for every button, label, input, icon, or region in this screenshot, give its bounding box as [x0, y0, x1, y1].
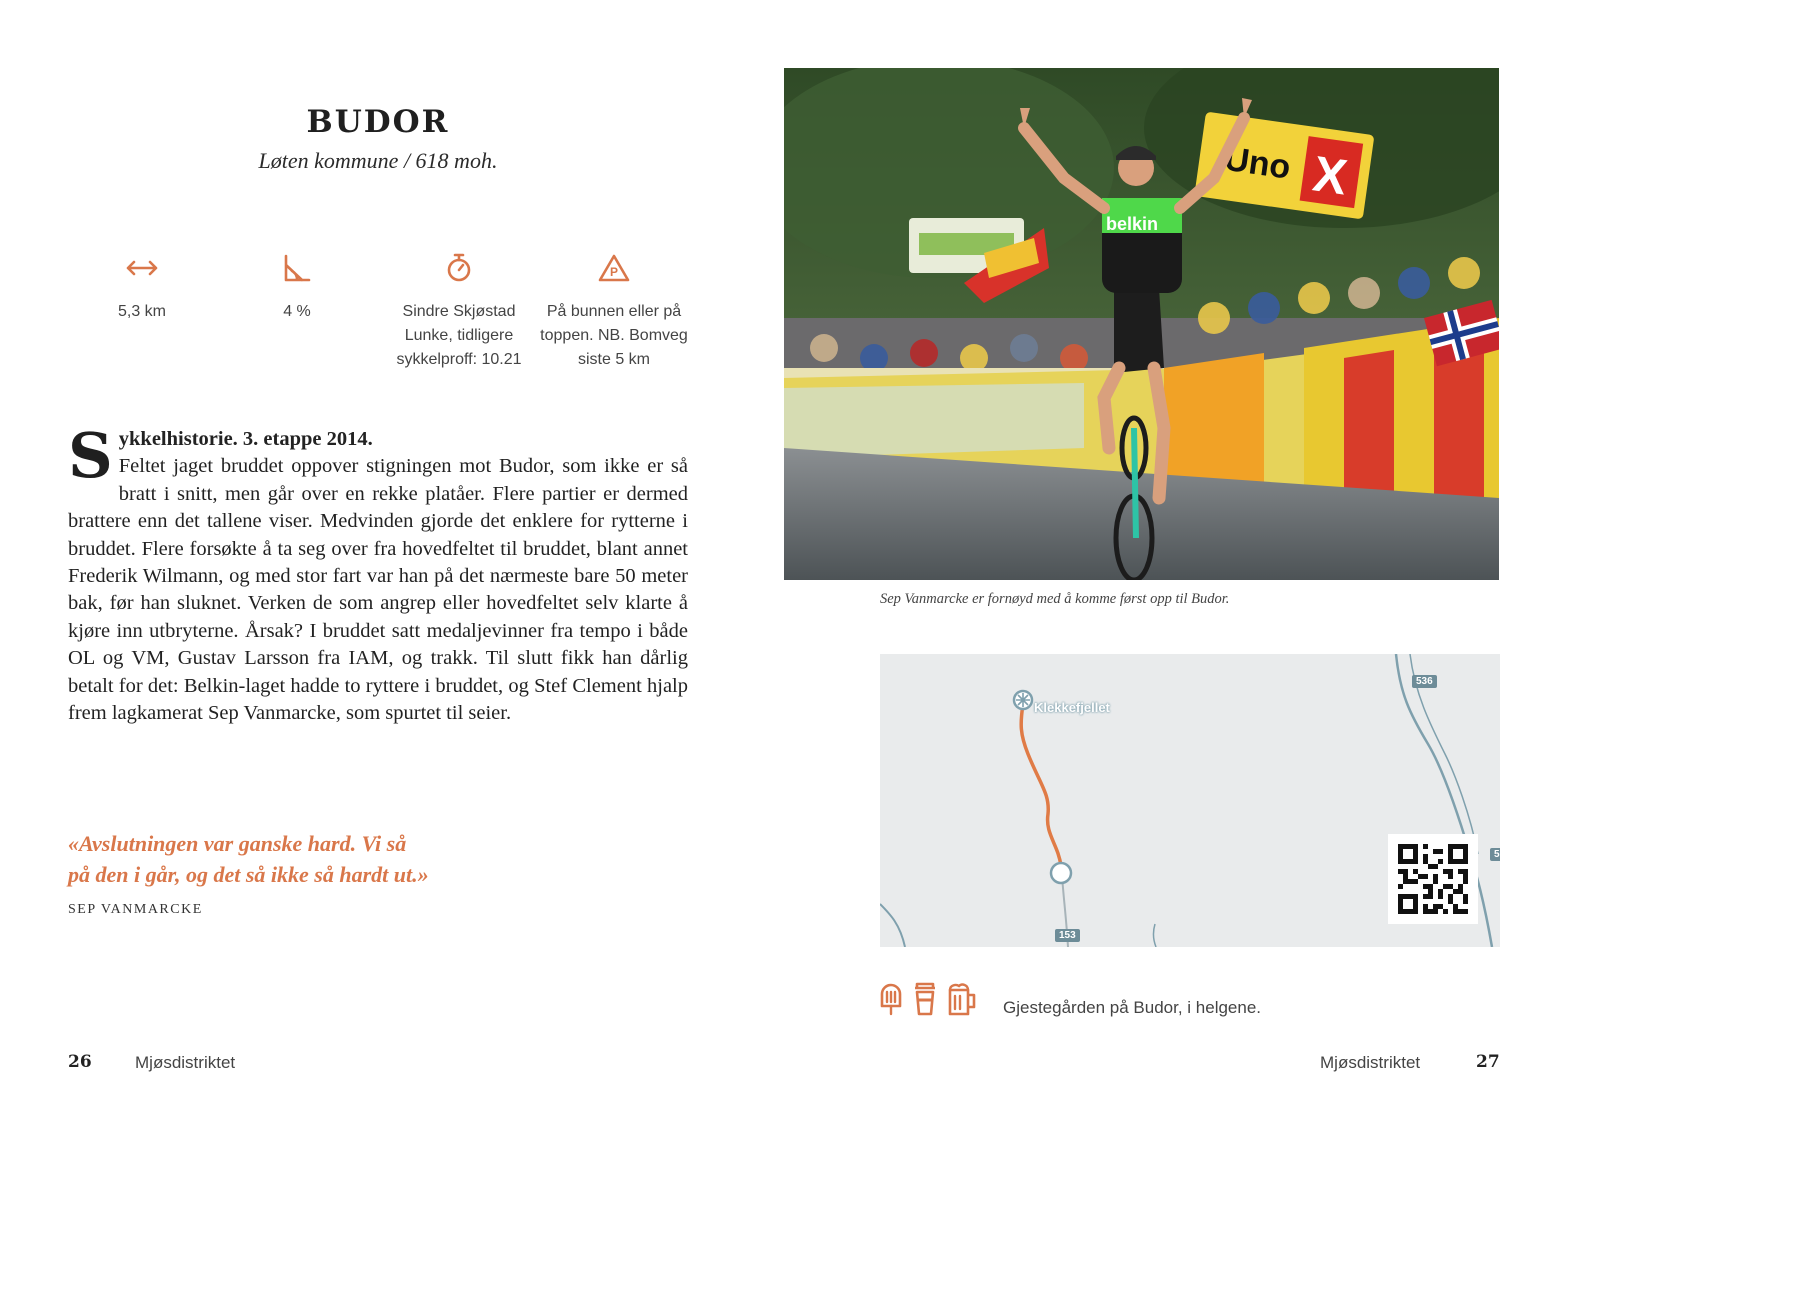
pull-quote-line: «Avslutningen var ganske hard. Vi så [68, 831, 407, 856]
page-title: BUDOR [306, 104, 450, 140]
map-place-label: Klekkefjellet [1034, 700, 1110, 715]
photo-caption: Sep Vanmarcke er fornøyd med å komme først opp til Budor. [880, 591, 1230, 607]
section-label-left: Mjøsdistriktet [135, 1053, 236, 1072]
distance-arrow-icon [62, 250, 222, 286]
summit-marker [1014, 691, 1032, 709]
stat-gradient-value: 4 % [283, 303, 311, 320]
drop-cap: S [68, 419, 113, 492]
article-body [68, 419, 688, 727]
page-subtitle: Løten kommune / 618 moh. [258, 148, 498, 173]
road-number-badge: 536 [1412, 675, 1437, 688]
stat-record [379, 250, 539, 372]
amenity-icons [878, 982, 978, 1020]
svg-text:belkin: belkin [1106, 214, 1159, 234]
pull-quote [68, 828, 528, 890]
start-marker [1051, 863, 1071, 883]
stat-distance [62, 250, 222, 324]
stopwatch-icon [379, 250, 539, 286]
stat-record-value: Sindre Skjøstad Lunke, tidligere sykkelproff: 10.21 [396, 303, 522, 368]
stat-parking [534, 250, 694, 372]
qr-code[interactable] [1388, 834, 1478, 924]
road-number-badge: 153 [1055, 929, 1080, 942]
route-map [880, 654, 1500, 947]
road-number-badge: 5 [1490, 848, 1500, 861]
article-text: Feltet jaget bruddet oppover stigningen mot Budor, som ikke er så bratt i snitt, men går over en rekke platåer. Flere partier er dermed brattere enn det tallene viser. Medvinden gjorde det enklere for rytterne i bruddet. Flere forsøkte å ta seg over fra hovedfeltet til bruddet, blant annet Frederik Wilmann, og med stor fart var han på det nærmeste bare 50 meter bak, før han sluknet. Verken de som angrep eller hovedfeltet selv klarte å kjøre inn utbryterne. Årsak? I bruddet satt medaljevinner fra tempo i både OL og VM, Gustav Larsson fra IAM, og trakk. Til slutt fikk han dårlig betalt for det: Belkin-laget hadde to ryttere i bruddet, og Stef Clement hjalp frem lagkamerat Sep Vanmarcke, som spurtet til seier. [68, 455, 688, 725]
beer-mug-icon [946, 982, 978, 1020]
svg-text:X: X [1309, 145, 1351, 206]
cyclist-photo [784, 68, 1499, 580]
article-heading: ykkelhistorie. 3. etappe 2014. [118, 428, 373, 450]
pull-quote-line: på den i går, og det så ikke så hardt ut.» [68, 862, 429, 887]
page-number-left: 26 [68, 1052, 92, 1072]
gradient-slope-icon [217, 250, 377, 286]
stat-distance-value: 5,3 km [117, 303, 166, 320]
parking-triangle-icon [534, 250, 694, 286]
section-label-right: Mjøsdistriktet [1320, 1053, 1421, 1072]
ice-cream-icon [878, 982, 904, 1020]
svg-text:Uno: Uno [1222, 139, 1293, 187]
amenity-description: Gjestegården på Budor, i helgene. [1003, 998, 1262, 1017]
stat-parking-value: På bunnen eller på toppen. NB. Bomveg siste 5 km [540, 303, 688, 368]
page-number-right: 27 [1476, 1052, 1500, 1072]
svg-text:P: P [609, 265, 619, 279]
quote-author: SEP VANMARCKE [68, 902, 203, 917]
stat-gradient [217, 250, 377, 324]
coffee-cup-icon [912, 982, 938, 1020]
